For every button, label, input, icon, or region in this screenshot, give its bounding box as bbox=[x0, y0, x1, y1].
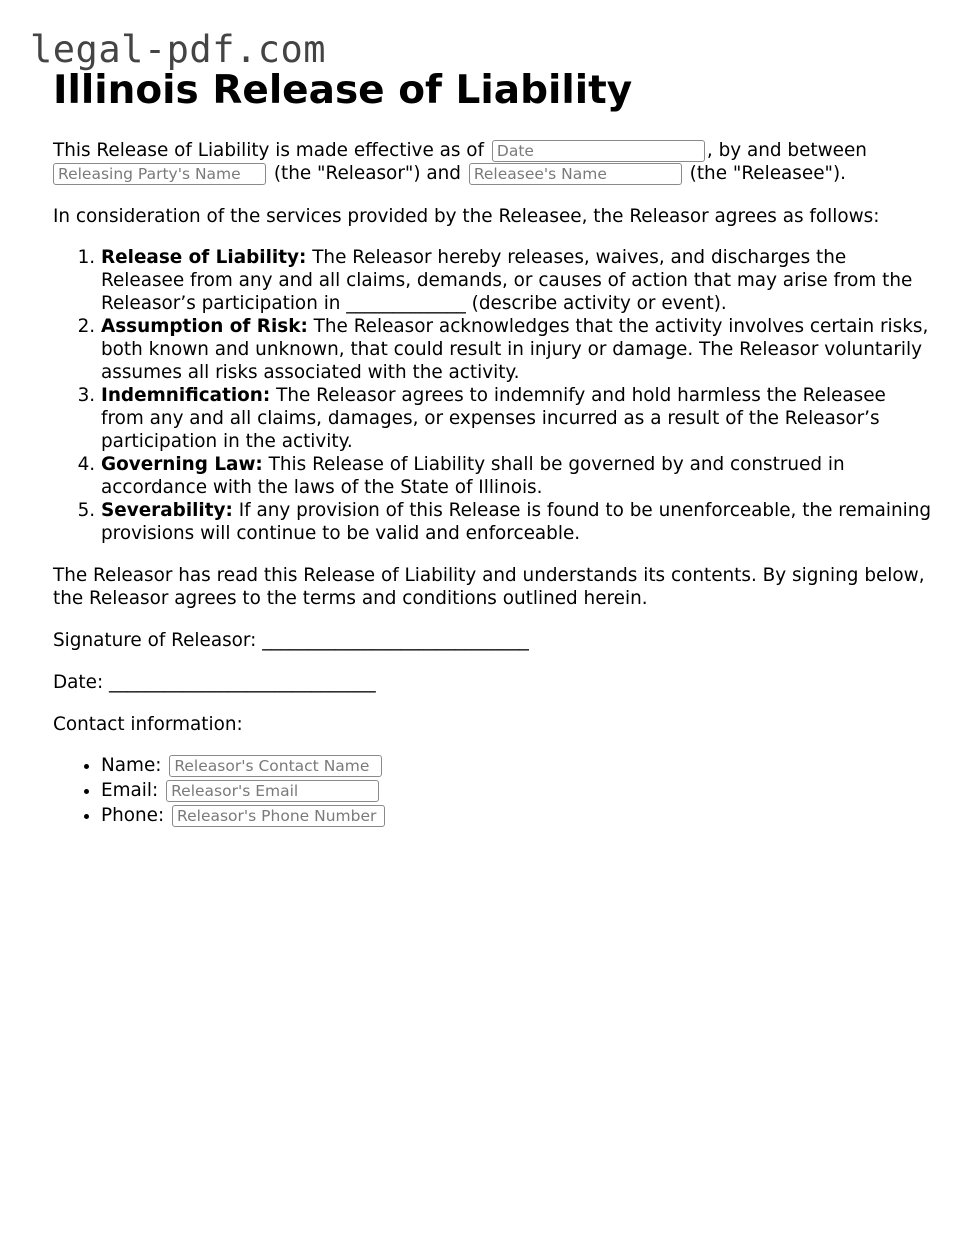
term-heading: Governing Law: bbox=[101, 454, 263, 475]
intro-paragraph bbox=[53, 139, 933, 185]
contact-phone-label: Phone: bbox=[101, 805, 165, 826]
intro-text-1: This Release of Liability is made effective as of bbox=[53, 140, 485, 161]
contact-email-label: Email: bbox=[101, 780, 159, 801]
contact-name-input[interactable] bbox=[169, 755, 382, 777]
document-title: Illinois Release of Liability bbox=[53, 68, 633, 113]
contact-phone-input[interactable] bbox=[172, 805, 385, 827]
contact-list bbox=[53, 754, 933, 829]
term-item bbox=[101, 246, 933, 315]
term-text: The Releasor hereby releases, waives, and discharges the Releasee from any and all claims, demands, or causes of action that may arise from the Releasor’s participation in _____________ (describe activity or event). bbox=[101, 247, 913, 314]
intro-text-3: (the "Releasor") and bbox=[273, 163, 461, 184]
term-heading: Assumption of Risk: bbox=[101, 316, 308, 337]
contact-phone-item bbox=[101, 804, 933, 829]
contact-email-item bbox=[101, 779, 933, 804]
term-heading: Severability: bbox=[101, 500, 233, 521]
releasee-name-input[interactable] bbox=[469, 163, 682, 185]
term-text: The Releasor acknowledges that the activity involves certain risks, both known and unknown, that could result in injury or damage. The Releasor voluntarily assumes all risks associated with the activity. bbox=[101, 316, 929, 383]
contact-email-input[interactable] bbox=[166, 780, 379, 802]
date-input[interactable] bbox=[492, 140, 705, 162]
document-page bbox=[53, 68, 933, 829]
intro-text-4: (the "Releasee"). bbox=[689, 163, 846, 184]
date-line: Date: _____________________________ bbox=[53, 672, 376, 693]
term-text: If any provision of this Release is found to be unenforceable, the remaining provisions will continue to be valid and enforceable. bbox=[101, 500, 932, 544]
term-item bbox=[101, 384, 933, 453]
term-text: The Releasor agrees to indemnify and hold harmless the Releasee from any and all claims, damages, or expenses incurred as a result of the Releasor’s participation in the activity. bbox=[101, 385, 886, 452]
watermark: legal-pdf.com bbox=[30, 28, 327, 71]
term-item bbox=[101, 499, 933, 545]
term-heading: Release of Liability: bbox=[101, 247, 307, 268]
contact-name-item bbox=[101, 754, 933, 779]
term-text: This Release of Liability shall be governed by and construed in accordance with the laws of the State of Illinois. bbox=[101, 454, 845, 498]
term-item bbox=[101, 315, 933, 384]
contact-name-label: Name: bbox=[101, 755, 162, 776]
term-heading: Indemnification: bbox=[101, 385, 271, 406]
acknowledgement-paragraph: The Releasor has read this Release of Liability and understands its contents. By signing below, the Releasor agrees to the terms and conditions outlined herein. bbox=[53, 565, 925, 609]
releasor-name-input[interactable] bbox=[53, 163, 266, 185]
signature-line: Signature of Releasor: _____________________________ bbox=[53, 630, 529, 651]
consideration-paragraph: In consideration of the services provided by the Releasee, the Releasor agrees as follows: bbox=[53, 206, 880, 227]
intro-text-2: , by and between bbox=[706, 140, 867, 161]
terms-list bbox=[53, 246, 933, 545]
contact-heading: Contact information: bbox=[53, 714, 243, 735]
term-item bbox=[101, 453, 933, 499]
